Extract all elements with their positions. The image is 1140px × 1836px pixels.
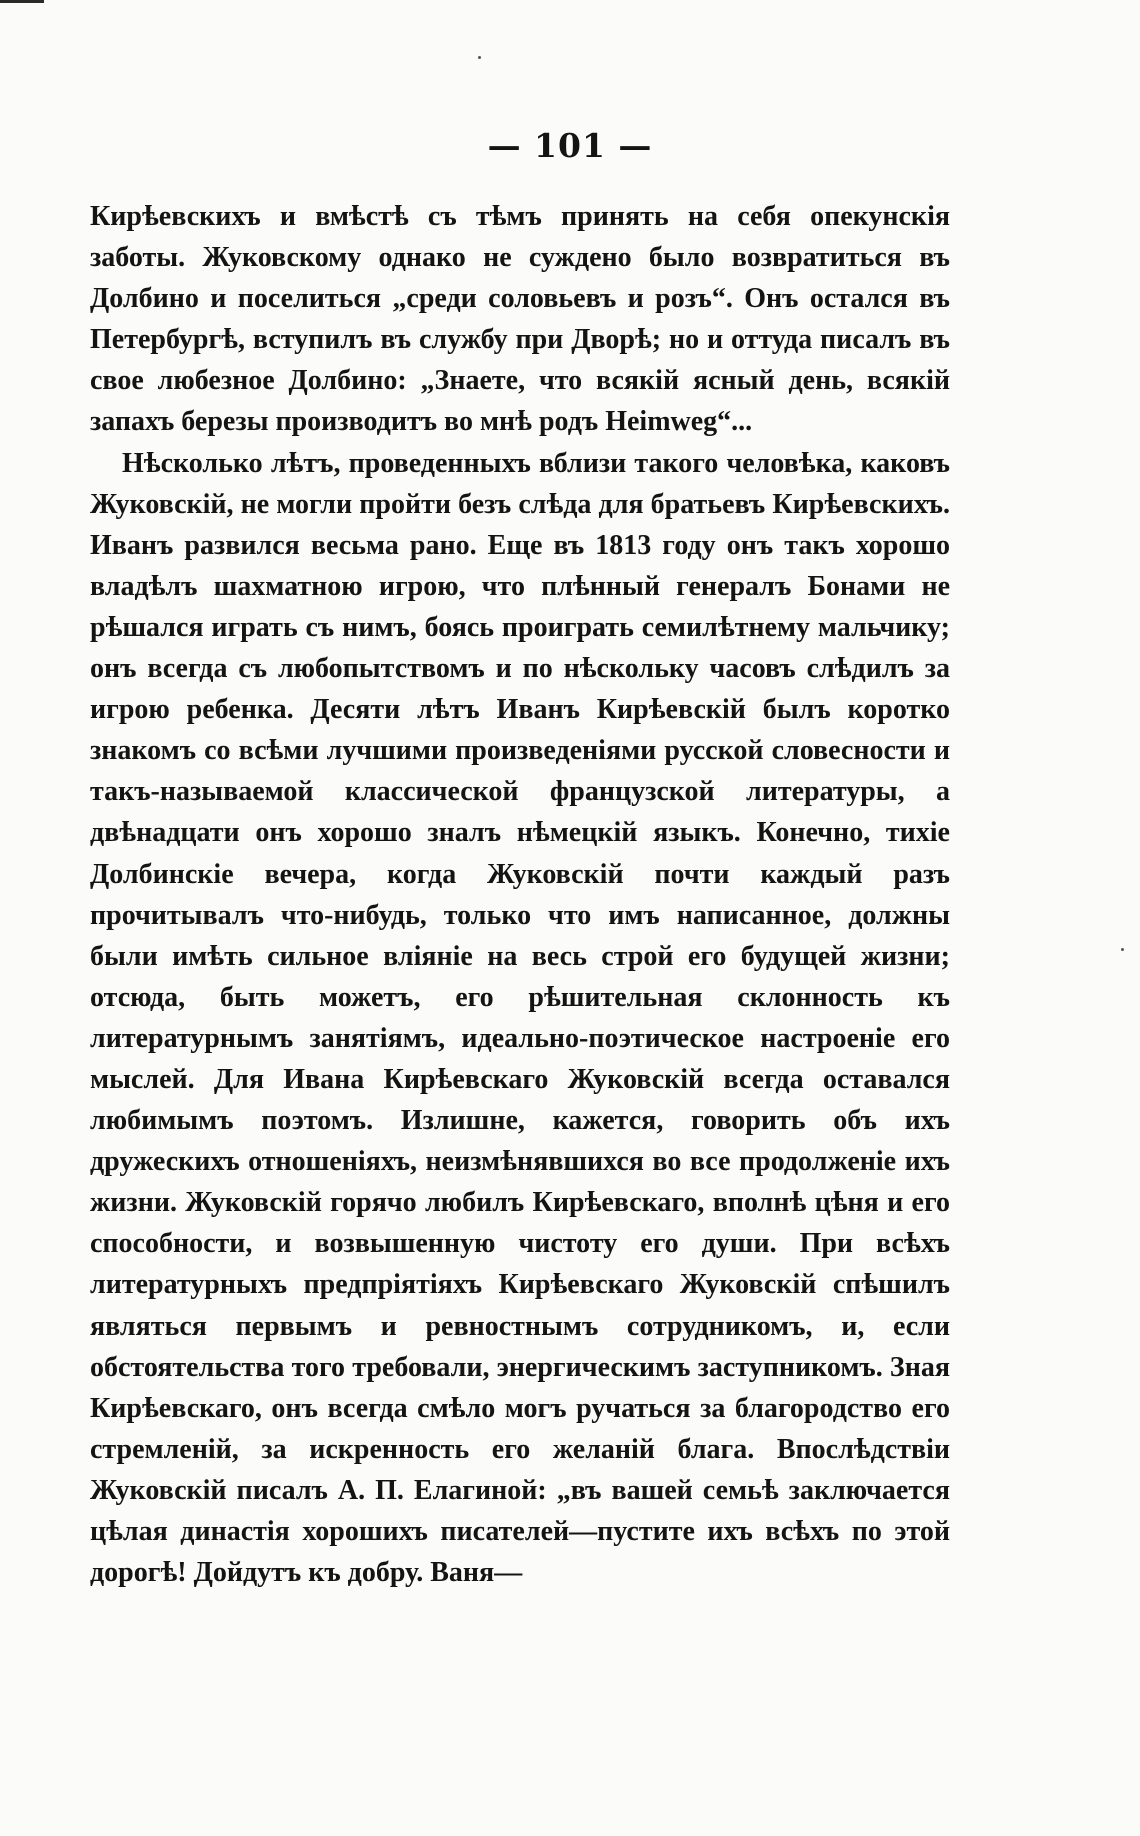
scan-speck	[478, 56, 481, 59]
page-number: — 101 —	[487, 126, 653, 165]
paragraph-2: Нѣсколько лѣтъ, проведенныхъ вблизи такого человѣка, каковъ Жуковскій, не могли пройти безъ слѣда для братьевъ Кирѣевскихъ. Иванъ развился весьма рано. Еще въ 1813 году онъ такъ хорошо владѣлъ шахматною игрою, что плѣнный генералъ Бонами не рѣшался играть съ нимъ, боясь проиграть семилѣтнему мальчику; онъ всегда съ любопытствомъ и по нѣскольку часовъ слѣдилъ за игрою ребенка. Десяти лѣтъ Иванъ Кирѣевскій былъ коротко знакомъ со всѣми лучшими произведеніями русской словесности и такъ-называемой классической французской литературы, а двѣнадцати онъ хорошо зналъ нѣмецкій языкъ. Конечно, тихіе Долбинскіе вечера, когда Жуковскій почти каждый разъ прочитывалъ что-нибудь, только что имъ написанное, должны были имѣть сильное вліяніе на весь строй его будущей жизни; отсюда, быть можетъ, его рѣшительная склонность къ литературнымъ занятіямъ, идеально-поэтическое настроеніе его мыслей. Для Ивана Кирѣевскаго Жуковскій всегда оставался любимымъ поэтомъ. Излишне, кажется, говорить объ ихъ дружескихъ отношеніяхъ, неизмѣнявшихся во все продолженіе ихъ жизни. Жуковскій горячо любилъ Кирѣевскаго, вполнѣ цѣня и его способности, и возвышенную чистоту его души. При всѣхъ литературныхъ предпріятіяхъ Кирѣевскаго Жуковскій спѣшилъ являться первымъ и ревностнымъ сотрудникомъ, и, если обстоятельства того требовали, энергическимъ заступникомъ. Зная Кирѣевскаго, онъ всегда смѣло могъ ручаться за благородство его стремленій, за искренность его желаній блага. Впослѣдствіи Жуковскій писалъ А. П. Елагиной: „въ вашей семьѣ заключается цѣлая династія хорошихъ писателей—пустите ихъ всѣхъ по этой дорогѣ! Дойдутъ къ добру. Ваня—	[90, 447, 950, 1589]
scan-speck	[1121, 948, 1124, 951]
page-body	[90, 196, 950, 1593]
scan-edge-rule	[0, 0, 44, 3]
paragraph-1: Кирѣевскихъ и вмѣстѣ съ тѣмъ принять на себя опекунскія заботы. Жуковскому однако не суждено было возвратиться въ Долбино и поселиться „среди соловьевъ и розъ“. Онъ остался въ Петербургѣ, вступилъ въ службу при Дворѣ; но и оттуда писалъ въ свое любезное Долбино: „Знаете, что всякій ясный день, всякій запахъ березы производитъ во мнѣ родъ Heimweg“...	[90, 201, 950, 438]
